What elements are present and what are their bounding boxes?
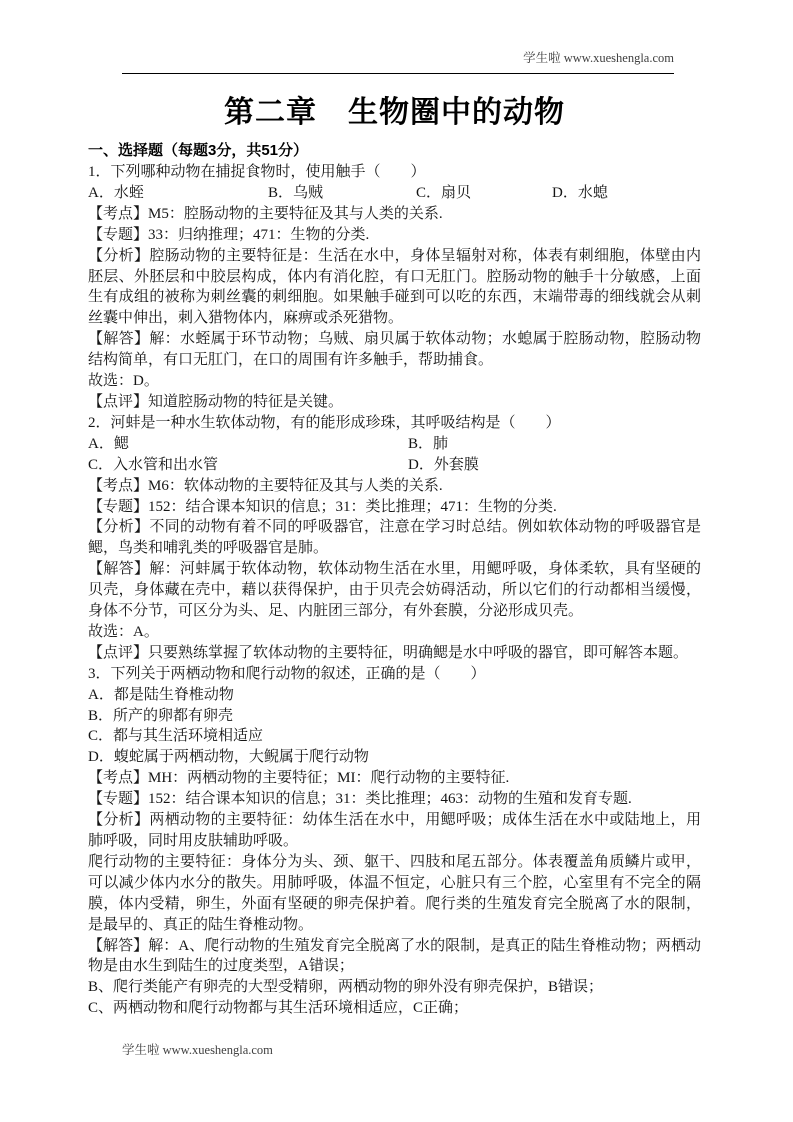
analysis-paragraph: 【分析】腔肠动物的主要特征是：生活在水中，身体呈辐射对称，体表有刺细胞，体壁由内胚层、外胚层和中胶层构成，体内有消化腔，有口无肛门。腔肠动物的触手十分敏感，上面生有成组的被称为刺丝囊的刺细胞。如果触手碰到可以吃的东西，末端带毒的细线就会从刺丝囊中伸出，刺入猎物体内，麻痹或杀死猎物。 <box>88 247 701 327</box>
question-text: 1．下列哪种动物在捕捉食物时，使用触手（ ） <box>88 164 426 180</box>
exam-point-line: 【考点】M6：软体动物的主要特征及其与人类的关系. <box>88 477 443 494</box>
page-footer <box>122 1040 273 1058</box>
question-2 <box>88 413 701 664</box>
option-b: B．肺 <box>408 435 449 452</box>
exam-point-line: 【考点】MH：两栖动物的主要特征；MI：爬行动物的主要特征. <box>88 770 510 787</box>
analysis-paragraph-2: 爬行动物的主要特征：身体分为头、颈、躯干、四肢和尾五部分。体表覆盖角质鳞片或甲，可以减少体内水分的散失。用肺呼吸，体温不恒定，心脏只有三个腔，心室里有不完全的隔膜，体内受精，卵生，外面有坚硬的卵壳保护着。爬行类的生殖发育完全脱离了水的限制，是最早的、真正的陆生脊椎动物。 <box>88 853 701 933</box>
solution-line-c: C、两栖动物和爬行动物都与其生活环境相适应，C正确； <box>88 1000 469 1017</box>
exam-point-line: 【考点】M5：腔肠动物的主要特征及其与人类的关系. <box>88 205 443 222</box>
comment-line: 【点评】只要熟练掌握了软体动物的主要特征，明确鳃是水中呼吸的器官，即可解答本题。 <box>88 644 689 661</box>
options-row <box>88 434 701 455</box>
topic-line: 【专题】152：结合课本知识的信息；31：类比推理；463：动物的生殖和发育专题. <box>88 791 632 808</box>
question-3 <box>88 664 701 1019</box>
solution-paragraph: 【解答】解：A、爬行动物的生殖发育完全脱离了水的限制，是真正的陆生脊椎动物；两栖动物是由水生到陆生的过度类型，A错误； <box>88 937 701 975</box>
footer-site-label: 学生啦 www.xueshengla.com <box>122 1043 273 1057</box>
question-1 <box>88 162 701 413</box>
topic-line: 【专题】152：结合课本知识的信息；31：类比推理；471：生物的分类. <box>88 498 557 515</box>
solution-paragraph: 【解答】解：河蚌属于软体动物，软体动物生活在水里，用鳃呼吸，身体柔软，具有坚硬的贝壳，身体藏在壳中，藉以获得保护，由于贝壳会妨碍活动，所以它们的行动都相当缓慢，身体不分节，可区分为头、足、内脏团三部分，有外套膜，分泌形成贝壳。 <box>88 561 701 620</box>
question-text: 3．下列关于两栖动物和爬行动物的叙述，正确的是（ ） <box>88 665 486 682</box>
options-row <box>88 183 701 204</box>
section-heading: 一、选择题（每题3分，共51分） <box>88 142 309 159</box>
option-c: C．入水管和出水管 <box>88 456 219 473</box>
solution-line-b: B、爬行类能产有卵壳的大型受精卵，两栖动物的卵外没有卵壳保护，B错误； <box>88 979 604 996</box>
analysis-paragraph: 【分析】不同的动物有着不同的呼吸器官，注意在学习时总结。例如软体动物的呼吸器官是鳃，鸟类和哺乳类的呼吸器官是肺。 <box>88 519 701 557</box>
answer-line: 故选：D。 <box>88 373 159 390</box>
option-b: B．乌贼 <box>268 184 324 201</box>
option-d: D．外套膜 <box>408 456 479 473</box>
answer-line: 故选：A。 <box>88 623 159 640</box>
option-a: A．水蛭 <box>88 184 144 201</box>
comment-line: 【点评】知道腔肠动物的特征是关键。 <box>88 393 344 410</box>
option-d: D．蝮蛇属于两栖动物，大鲵属于爬行动物 <box>88 749 369 766</box>
question-text: 2．河蚌是一种水生软体动物，有的能形成珍珠，其呼吸结构是（ ） <box>88 414 561 431</box>
option-a: A．鳃 <box>88 435 129 452</box>
solution-paragraph: 【解答】解：水蛭属于环节动物；乌贼、扇贝属于软体动物；水螅属于腔肠动物，腔肠动物结构简单，有口无肛门，在口的周围有许多触手，帮助捕食。 <box>88 331 701 369</box>
option-d: D．水螅 <box>552 184 608 201</box>
option-a: A．都是陆生脊椎动物 <box>88 686 234 703</box>
header-site-label: 学生啦 www.xueshengla.com <box>523 51 674 65</box>
document-title: 第二章 生物圈中的动物 <box>224 96 565 129</box>
analysis-paragraph: 【分析】两栖动物的主要特征：幼体生活在水中，用鳃呼吸；成体生活在水中或陆地上，用肺呼吸，同时用皮肤辅助呼吸。 <box>88 812 701 849</box>
option-c: C．扇贝 <box>416 184 472 201</box>
options-row <box>88 455 701 476</box>
topic-line: 【专题】33：归纳推理；471：生物的分类. <box>88 226 370 243</box>
option-c: C．都与其生活环境相适应 <box>88 728 264 745</box>
option-b: B．所产的卵都有卵壳 <box>88 707 234 724</box>
